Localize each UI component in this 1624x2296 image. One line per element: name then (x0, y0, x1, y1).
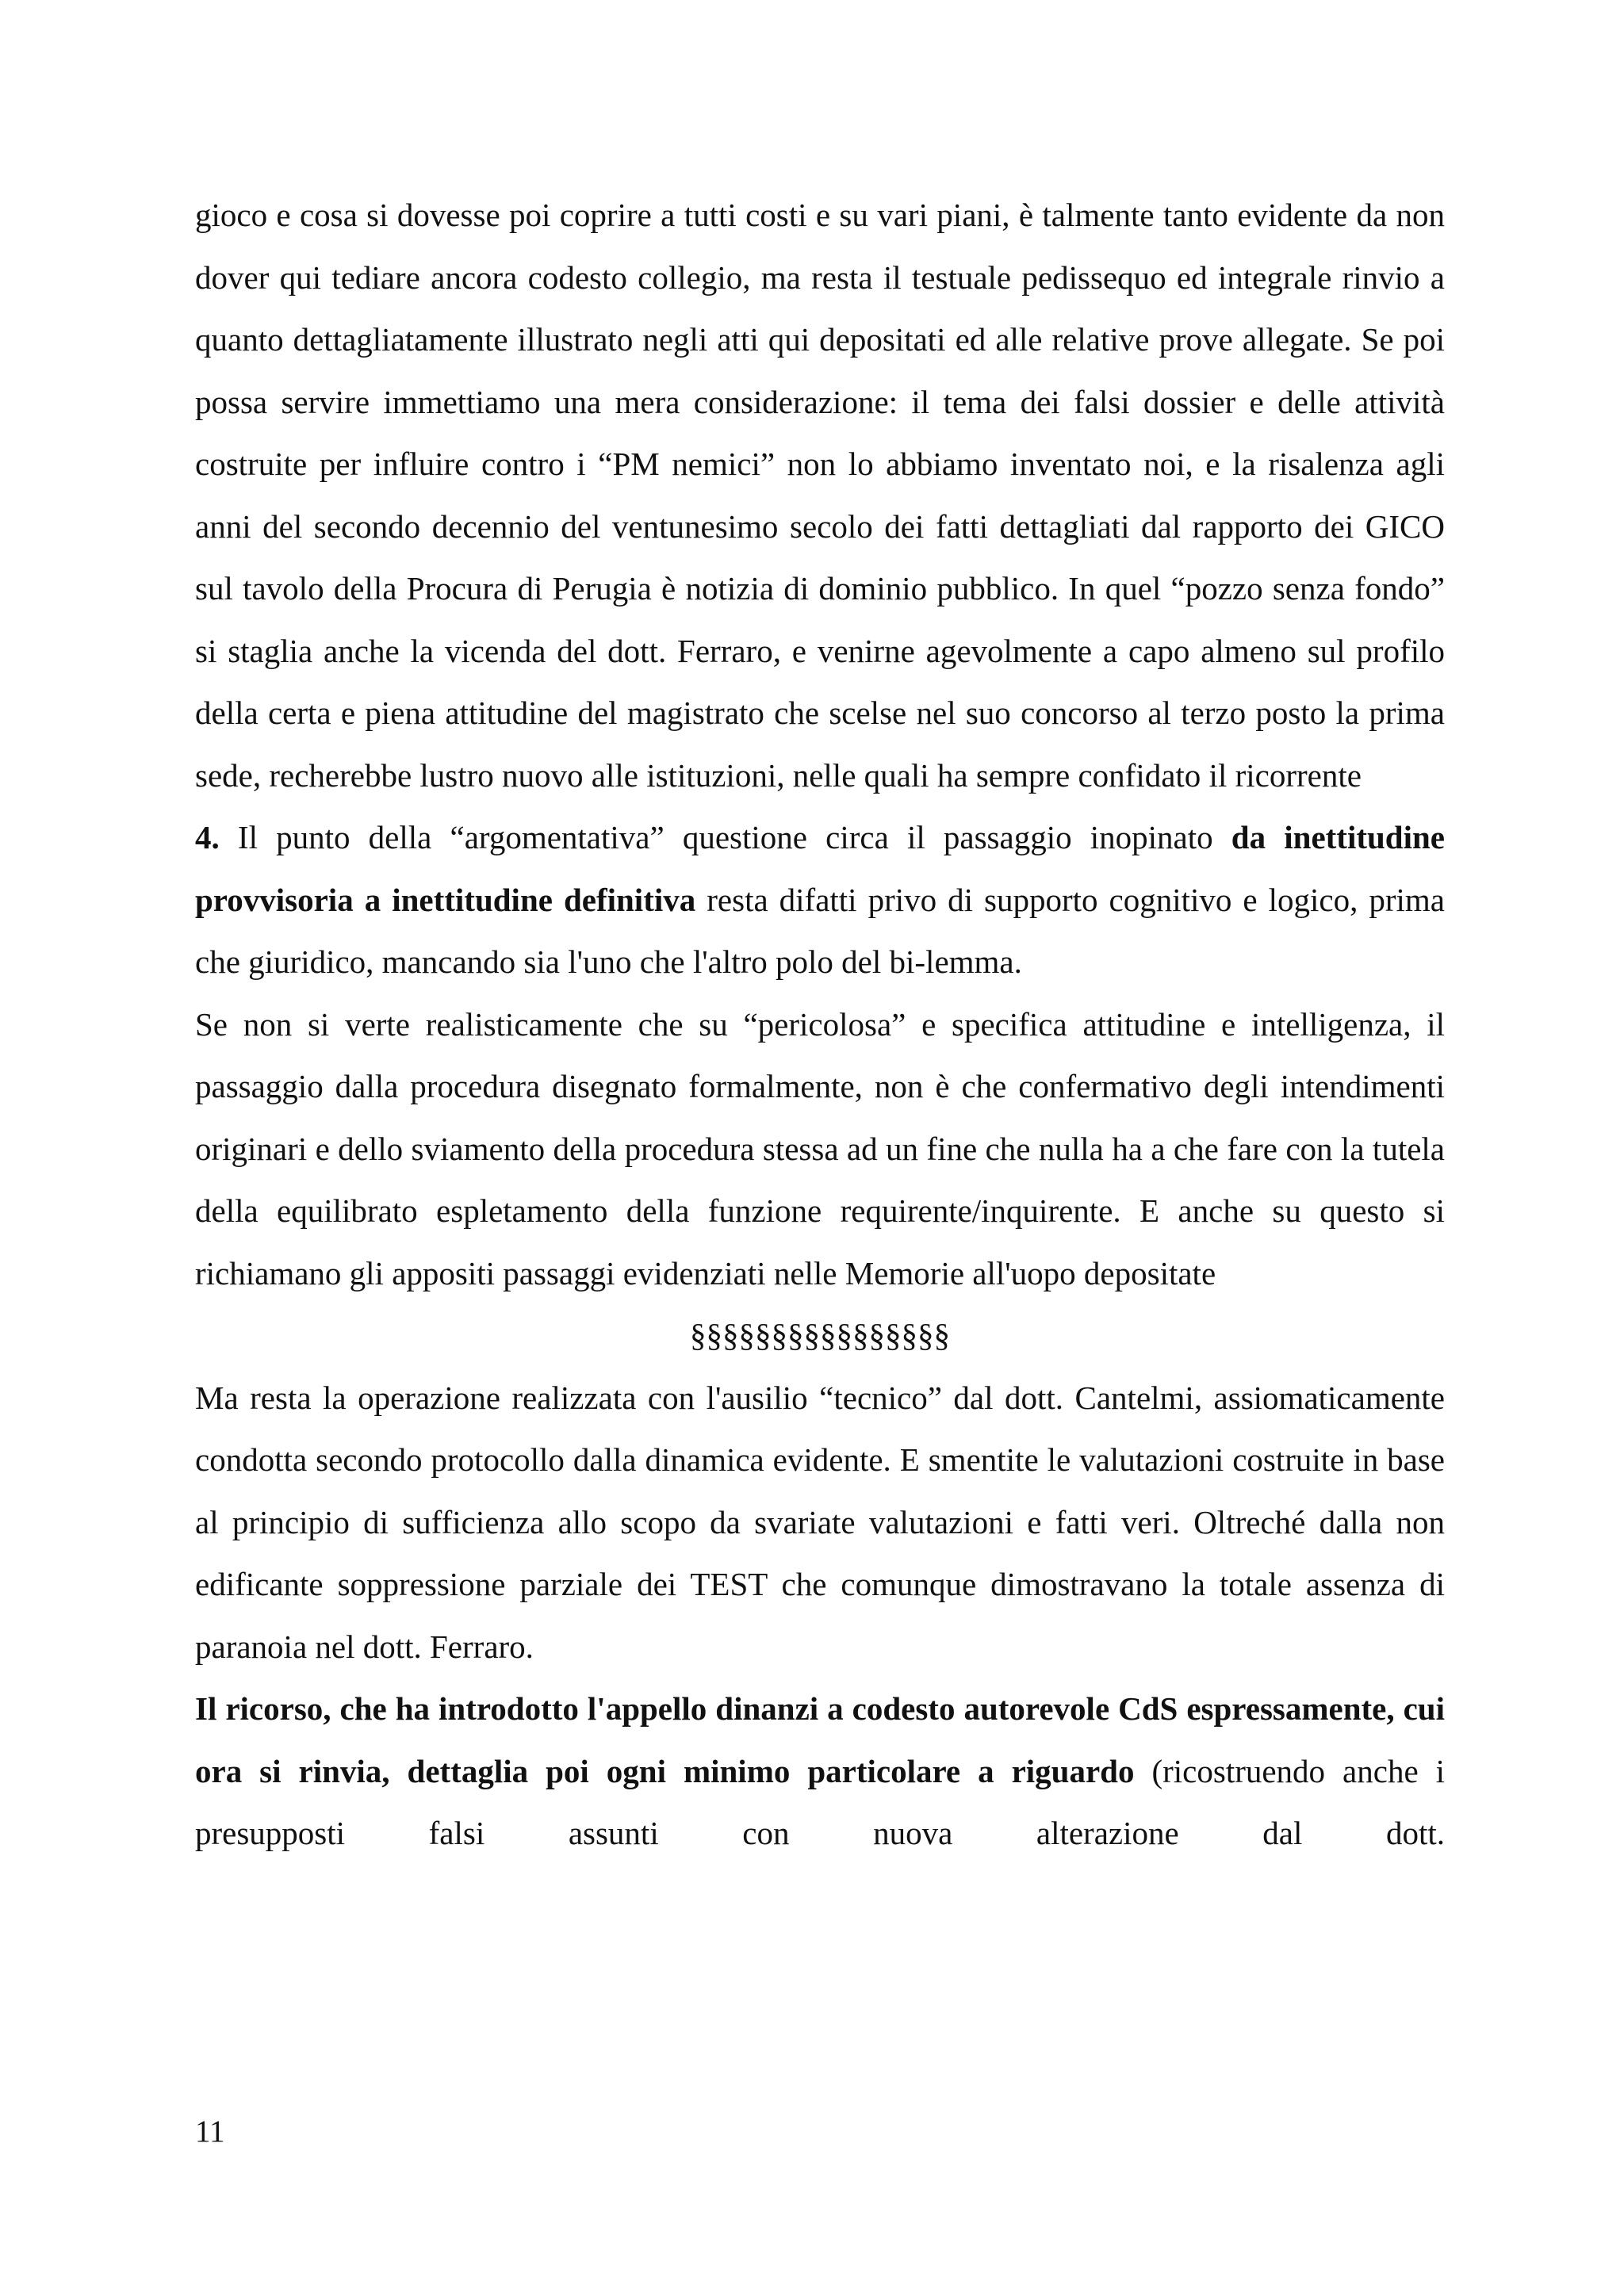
ricorso-text: (ricostruendo anche i presupposti falsi assunti con nuova alterazione dal dott. (195, 1752, 1446, 1851)
page-number: 11 (195, 2114, 225, 2149)
point-4-text-end: resta difatti privo di supporto cognitivo e logico, prima che giuridico, mancando sia l'uno che l'altro polo del bi-lemma. (195, 881, 1445, 980)
point-4-text-start: Il punto della “argomentativa” questione circa il passaggio inopinato (219, 819, 1231, 855)
point-number: 4. (195, 819, 220, 855)
paragraph-point-4 (195, 806, 1445, 993)
paragraph-cantelmi: Ma resta la operazione realizzata con l'ausilio “tecnico” dal dott. Cantelmi, assiomaticamente condotta secondo protocollo dalla dinamica evidente. E smentite le valutazioni costruite in base al principio di sufficienza allo scopo da svariate valutazioni e fatti veri. Oltreché dalla non edificante soppressione parziale dei TEST che comunque dimostravano la totale assenza di paranoia nel dott. Ferraro. (195, 1379, 1445, 1665)
paragraph-falsi-dossier: gioco e cosa si dovesse poi coprire a tutti costi e su vari piani, è talmente tanto evidente da non dover qui tediare ancora codesto collegio, ma resta il testuale pedissequo ed integrale rinvio a quanto dettagliatamente illustrato negli atti qui depositati ed alle relative prove allegate. Se poi possa servire immettiamo una mera considerazione: il tema dei falsi dossier e delle attività costruite per influire contro i “PM nemici” non lo abbiamo inventato noi, e la risalenza agli anni del secondo decennio del ventunesimo secolo dei fatti dettagliati dal rapporto dei GICO sul tavolo della Procura di Perugia è notizia di dominio pubblico. In quel “pozzo senza fondo” si staglia anche la vicenda del dott. Ferraro, e venirne agevolmente a capo almeno sul profilo della certa e piena attitudine del magistrato che scelse nel suo concorso al terzo posto la prima sede, recherebbe lustro nuovo alle istituzioni, nelle quali ha sempre confidato il ricorrente (195, 197, 1445, 794)
paragraph-attitudine: Se non si verte realisticamente che su “pericolosa” e specifica attitudine e intelligenza, il passaggio dalla procedura disegnato formalmente, non è che confermativo degli intendimenti originari e dello sviamento della procedura stessa ad un fine che nulla ha a che fare con la tutela della equilibrato espletamento della funzione requirente/inquirente. E anche su questo si richiamano gli appositi passaggi evidenziati nelle Memorie all'uopo depositate (195, 1005, 1445, 1292)
point-4-bold-phrase: da inettitudine provvisoria a inettitudine definitiva (195, 819, 1446, 918)
section-separator: §§§§§§§§§§§§§§§§ (690, 1317, 950, 1353)
ricorso-bold-text: Il ricorso, che ha introdotto l'appello dinanzi a codesto autorevole CdS espressamente, cui ora si rinvia, dettaglia poi ogni minimo particolare a riguardo (195, 1690, 1445, 1789)
document-page (195, 184, 1445, 1865)
paragraph-ricorso (195, 1678, 1445, 1865)
